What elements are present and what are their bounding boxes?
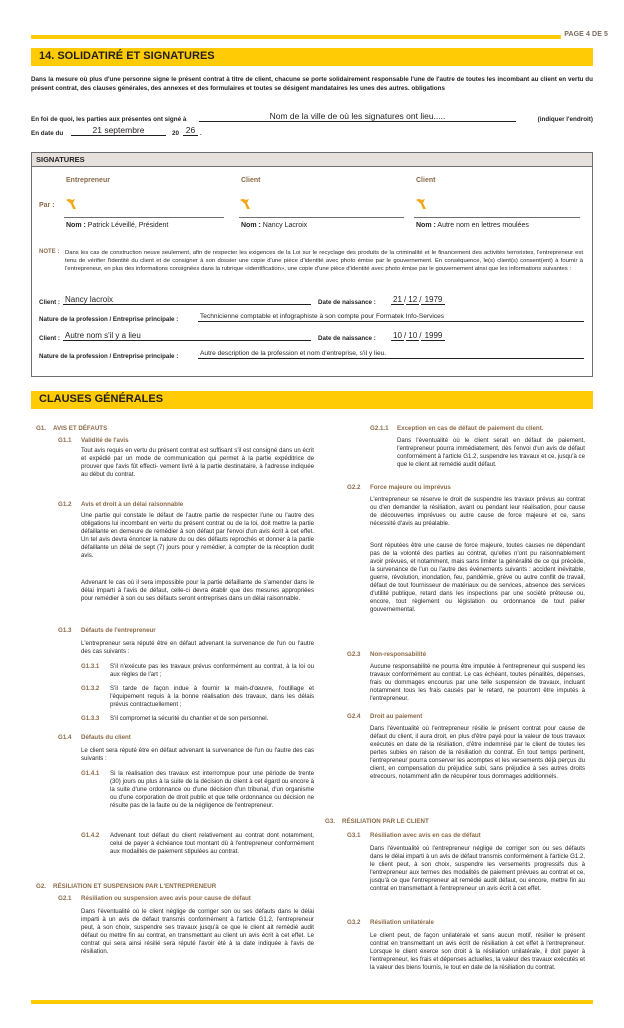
date-label: En date du <box>31 130 64 137</box>
signatures-title: SIGNATURES <box>36 155 85 164</box>
signer-name-value: Nancy Lacroix <box>262 222 308 229</box>
dob-day[interactable]: 10 <box>391 331 404 341</box>
clause-g3-1-text: Dans l'éventualité où l'entrepreneur néglige de corriger son ou ses défauts dans le délai imparti à un avis de défaut transmis conformément à l'article G1.2, le client peut, à son choix, suspendre les versements progressifs dus à l'entrepreneur aux termes des modalités de paiement prévues au contrat et ce, jusqu'à ce que l'entrepreneur ait remédié audit défaut, ou encore, mettre fin au contrat en transmettant à l'entrepreneur un avis écrit à cet effet. <box>370 845 585 893</box>
sign-here-icon <box>415 197 429 211</box>
page-indicator: PAGE 4 DE 5 <box>564 31 608 38</box>
clause-g2-1-text: Dans l'éventualité où le client néglige de corriger son ou ses défauts dans le délai imparti à un avis de défaut transmis conformément à l'article G1.2, l'entrepreneur peut, à son choix, suspendre ses travaux jusqu'à ce que le client ait remédié audit défaut ou mettre fin au contrat, en transmettant au client un avis écrit à cet effet. Le contrat qui sera ainsi résilié sera réputé l'avoir été à la date indiquée à l'avis de résiliation. <box>81 908 314 956</box>
clause-g1-3-text: L'entrepreneur sera réputé être en défaut advenant la survenance de l'un ou l'autre des cas suivants : <box>81 640 314 656</box>
signed-at-field[interactable]: Nom de la ville de où les signatures ont lieu..... <box>199 111 516 122</box>
clause-g2-3-text: Aucune responsabilité ne pourra être imputée à l'entrepreneur qui suspend les travaux conformément au contrat. Le cas échéant, toutes pénalités, dépenses, frais ou dommages encourus par une telle suspension de travaux, incluant notamment tous les frais causés par le retard, ne pourront être imputés à l'entrepreneur. <box>370 663 585 703</box>
dob-month[interactable]: 10 <box>406 331 419 341</box>
clause-g2-2-heading: G2.2 Force majeure ou imprévus <box>347 484 451 491</box>
year-prefix: 20 <box>172 130 180 137</box>
clause-g2-1-heading: G2.1 Résiliation ou suspension avec avis pour cause de défaut <box>58 895 251 902</box>
clause-g1-3-3-num: G1.3.3 <box>81 715 100 722</box>
client-label: Client : <box>39 335 60 342</box>
date-field[interactable]: 21 septembre <box>71 125 166 136</box>
clause-g2-4-text: Dans l'éventualité où l'entrepreneur résilie le présent contrat pour cause de défaut du client, il aura droit, en plus d'être payé pour la valeur de tous travaux exécutés en date de la résiliation, d'être indemnisé par le client de toutes les pertes subies en raison de la résiliation du contrat. En tout temps pertinent, l'entrepreneur pourra conserver les acomptes et les versements déjà perçus du client, en compensation du préjudice subi, sans préjudice à ses autres droits etrecours, notamment afin de récupérer tous dommages additionnels. <box>370 725 585 781</box>
section-14-title: 14. SOLIDATIRÉ ET SIGNATURES <box>39 50 215 62</box>
client-1-name-field[interactable]: Nancy lacroix <box>63 295 311 305</box>
signer-name-value: Patrick Léveillé, Président <box>87 222 169 229</box>
year-suffix: . <box>200 130 202 137</box>
nom-label: Nom : <box>66 222 86 229</box>
clause-g1-heading: G1. AVIS ET DÉFAUTS <box>36 425 108 432</box>
clause-g1-4-2-text: Advenant tout défaut du client relativement au contrat dont notamment, celui de payer à échéance tout montant dû à l'entrepreneur conformément aux modalités de paiement stipulées au contrat. <box>110 832 314 856</box>
client-1-profession-field[interactable]: Technicienne comptable et infographiste à son compte pour Formatek Info-Services <box>198 312 584 322</box>
clause-g2-2-text-2: Sont réputées être une cause de force majeure, toutes causes ne dépendant pas de la volonté des parties au contrat, qu'elles n'ont pu raisonnablement avoir prévues, et notamment, mais sans limiter la généralité de ce qui précède, la survenance de l'un ou l'autre des événements suivants : accident inévitable, guerre, révolution, inondation, feu, pandémie, grève ou autre conflit de travail, défaut de tout fournisseur de matériaux ou de services, absence des services d'utilité publique, retard dans les inspections par une société prêteuse ou, encore, tout règlement ou législation ou ordonnance de tout palier gouvernemental. <box>370 542 585 614</box>
solidarity-intro: Dans la mesure où plus d'une personne signe le présent contrat à titre de client, chacune se porte solidairement responsable l'une de l'autre de toutes les incombant au client en vertu du présent contrat, des clauses générales, des annexes et des formulaires et toutes se désigent mandataires les unes des autres. obligations <box>31 76 593 92</box>
signer-role-client-2: Client <box>416 177 436 184</box>
signer-role-entrepreneur: Entrepreneur <box>66 177 110 184</box>
clause-g1-3-3-text: S'il compromet la sécurité du chantier et de son personnel. <box>110 715 269 722</box>
clause-g1-4-heading: G1.4 Défauts du client <box>58 734 131 741</box>
clause-g2-4-heading: G2.4 Droit au paiement <box>347 713 423 720</box>
note-text: Dans les cas de construction neuve seulement, afin de respecter les exigences de la Loi sur le recyclage des produits de la criminalité et le financement des activités terroristes, l'entrepreneur est tenu de vérifier l'identité du client et de consigner à son dossier une copie d'une pièce d'identité avec photo émise par le gouvernement. En conséquence, le(s) client(s) consent(ent) à fournir à l'entrepreneur, en plus des informations consignées dans la rubrique «identification», une copie d'une pièce d'identité avec photo émise par le gouvernement ainsi que les informations suivantes : <box>65 250 583 272</box>
signer-name-client-2 <box>416 222 529 229</box>
par-label: Par : <box>39 202 55 209</box>
dob-label: Date de naissance : <box>318 335 376 342</box>
clause-g1-4-2-num: G1.4.2 <box>81 832 100 839</box>
clause-g1-4-1-num: G1.4.1 <box>81 770 100 777</box>
sign-here-icon <box>239 197 253 211</box>
nom-label: Nom : <box>241 222 261 229</box>
section-14-header <box>31 48 593 66</box>
client-2-name-field[interactable]: Autre nom s'il y a lieu <box>63 331 311 341</box>
clause-g3-1-heading: G3.1 Résiliation avec avis en cas de défaut <box>347 832 481 839</box>
dob-month[interactable]: 12 <box>406 295 419 305</box>
signer-role-client-1: Client <box>241 177 261 184</box>
signed-at-label: En foi de quoi, les parties aux présentes ont signé à <box>31 116 187 123</box>
signatures-header <box>32 153 592 167</box>
clause-g1-3-1-text: S'il n'exécute pas les travaux prévus conformément au contrat, à la loi ou aux règles de l'art ; <box>110 663 314 679</box>
dob-label: Date de naissance : <box>318 299 376 306</box>
signature-line-client-1[interactable] <box>239 217 404 218</box>
profession-label: Nature de la profession / Entreprise principale : <box>39 353 179 360</box>
signatures-box <box>31 152 593 377</box>
clause-g2-2-text-1: L'entrepreneur se réserve le droit de suspendre les travaux prévus au contrat ou d'en demander la résiliation, avant ou pendant leur réalisation, pour cause de découvertes imprévues ou autre cause de force majeure et ce, sans nécessité d'avis au préalable. <box>370 496 585 528</box>
clause-g2-1-1-text: Dans l'éventualité où le client serait en défaut de paiement, l'entrepreneur pourra immédiatement, dès l'envoi d'un avis de défaut conformément à l'article G1.2, suspendre les travaux et ce, jusqu'à ce que le client ait remédié audit défaut. <box>397 437 585 469</box>
note-label: NOTE : <box>39 249 60 255</box>
top-accent-bar <box>31 35 561 39</box>
date-row <box>31 127 331 139</box>
sign-here-icon <box>65 197 79 211</box>
clause-g3-2-heading: G3.2 Résiliation unilatérale <box>347 919 434 926</box>
clause-g1-4-1-text: Si la réalisation des travaux est interrompue pour une période de trente (30) jours ou plus à la suite de la décision du client à cet égard ou encore à la suite d'une ordonnance ou d'une décision d'un tribunal, d'un organisme ou d'une corporation de droit public et que telle ordonnance ou décision ne résulte pas de la faute ou de la négligence de l'entrepreneur. <box>110 770 314 810</box>
dob-year[interactable]: 1999 <box>421 331 445 341</box>
clause-g1-3-2-num: G1.3.2 <box>81 685 100 692</box>
bottom-accent-bar <box>31 1000 593 1004</box>
clauses-title: CLAUSES GÉNÉRALES <box>39 393 164 405</box>
clause-g1-1-text: Tout avis requis en vertu du présent contrat est suffisant s'il est consigné dans un écrit et expédié par un mode de communication qui permet à la partie expéditrice de prouver que l'avis fût effecti- vement livré à la partie destinataire, à l'adresse indiquée au début du contrat. <box>81 447 314 479</box>
profession-label: Nature de la profession / Entreprise principale : <box>39 316 179 323</box>
clause-g1-1-heading: G1.1 Validité de l'avis <box>58 437 129 444</box>
year-field[interactable]: 26 <box>183 125 198 136</box>
client-2-profession-field[interactable]: Autre description de la profession et nom d'entreprise, s'il y lieu. <box>198 349 584 359</box>
signed-at-hint: (indiquer l'endroit) <box>537 116 593 123</box>
clause-g1-2-heading: G1.2 Avis et droit à un délai raisonnable <box>58 501 184 508</box>
dob-day[interactable]: 21 <box>391 295 404 305</box>
signature-line-entrepreneur[interactable] <box>64 217 224 218</box>
clause-g1-3-1-num: G1.3.1 <box>81 663 100 670</box>
nom-label: Nom : <box>416 222 436 229</box>
signer-name-value: Autre nom en lettres moulées <box>437 222 529 229</box>
clause-g2-3-heading: G2.3 Non-responsabilité <box>347 651 427 658</box>
clause-g3-2-text: Le client peut, de façon unilatérale et sans aucun motif, résilier le présent contrat en transmettant un avis écrit de résiliation à cet effet à l'entrepreneur. Lorsque le client exerce son droit à la résiliation unilatérale, il doit payer à l'entrepreneur, les frais et dépenses actuelles, la valeur des travaux exécutés et la valeur des biens fournis, le tout en date de la résiliation du contrat. <box>370 932 585 972</box>
client-2-dob-field[interactable]: 10 / 10 / 1999 <box>391 331 445 341</box>
signer-name-client-1 <box>241 222 307 229</box>
dob-year[interactable]: 1979 <box>421 295 445 305</box>
clause-g1-3-heading: G1.3 Défauts de l'entrepreneur <box>58 627 156 634</box>
signature-line-client-2[interactable] <box>414 217 580 218</box>
clause-g1-2-text-1: Une partie qui constate le défaut de l'autre partie de respecter l'une ou l'autre des obligations lui incombant en vertu du présent contrat ou de la loi, doit mettre la partie défaillante en demeure de remédier à son défaut par l'envoi d'un avis écrit à cet effet. Un tel avis devra énoncer la nature du ou des défauts reprochés et donner à la partie défaillante un délai de sept (7) jours pour y remédier, à compter de la réception dudit avis. <box>81 512 314 560</box>
clause-g2-heading: G2. RÉSILIATION ET SUSPENSION PAR L'ENTREPRENEUR <box>36 883 217 890</box>
clause-g1-3-2-text: S'il tarde de façon indue à fournir la main-d'œuvre, l'outillage et l'équipement requis à la bonne réalisation des travaux, dans les délais prévus contractuellement ; <box>110 685 314 709</box>
client-label: Client : <box>39 299 60 306</box>
clause-g1-4-text: Le client sera réputé être en défaut advenant la survenance de l'un ou l'autre des cas suivants : <box>81 747 314 763</box>
clause-g2-1-1-heading: G2.1.1 Exception en cas de défaut de paiement du client. <box>370 425 544 432</box>
clauses-header <box>31 391 593 409</box>
signed-at-row <box>31 113 593 125</box>
signer-name-entrepreneur <box>66 222 168 229</box>
clause-g3-heading: G3. RÉSILIATION PAR LE CLIENT <box>325 818 429 825</box>
client-1-dob-field[interactable]: 21 / 12 / 1979 <box>391 295 445 305</box>
clause-g1-2-text-2: Advenant le cas où il sera impossible pour la partie défaillante de s'amender dans le délai imparti à l'avis de défaut, celle-ci devra établir que des mesures appropriées pour remédier à son ou ses défauts seront entreprises dans un délai raisonnable. <box>81 579 314 603</box>
